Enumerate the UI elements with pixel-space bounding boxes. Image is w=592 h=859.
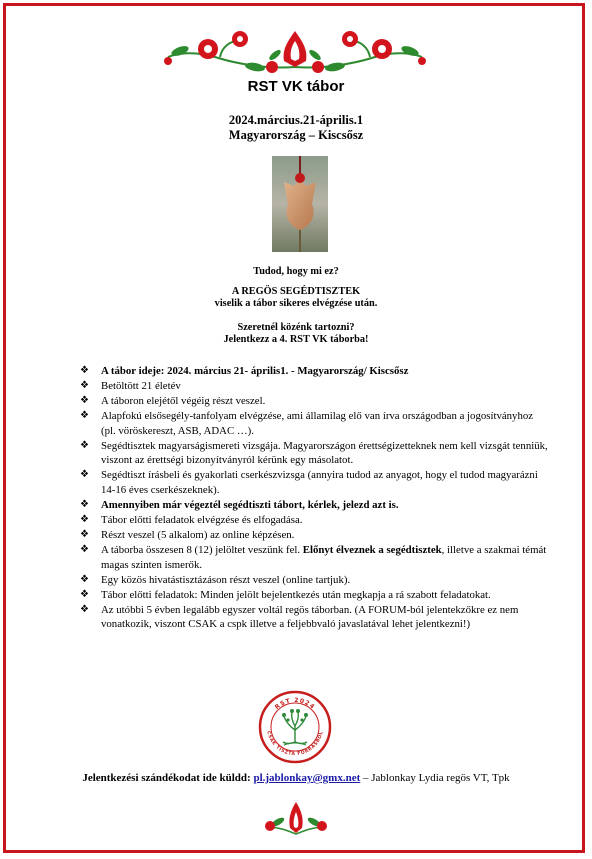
requirement-text: Segédtisztek magyarságismereti vizsgája. Magyarországon érettségizetteknek nem kell vizsgát tenniük, viszont az érettségi bizonyítványról kérünk egy másolatot. xyxy=(101,439,548,467)
diamond-bullet-icon: ❖ xyxy=(80,469,89,481)
invitation-call: Jelentkezz a 4. RST VK táborba! xyxy=(223,334,369,345)
rst-logo xyxy=(258,690,332,764)
diamond-bullet-icon: ❖ xyxy=(80,603,89,615)
requirement-text: Az utóbbi 5 évben legalább egyszer voltál regös táborban. (A FORUM-ból jelentekzőkre ez nem vonatkozik, viszont CSAK a cspk illetve a feljebbvaló javaslatával lehet jelentkezni!) xyxy=(101,603,519,631)
question-text: Tudod, hogy mi ez? xyxy=(253,266,339,277)
list-item xyxy=(80,603,550,633)
invitation-block xyxy=(0,322,592,346)
requirement-text: Tábor előtti feladatok elvégzése és elfogadása. xyxy=(101,514,303,527)
requirement-text: A táboron elejétől végéig részt veszel. xyxy=(101,394,266,407)
requirement-text: Részt veszel (5 alkalom) az online képzésen. xyxy=(101,528,295,541)
diamond-bullet-icon: ❖ xyxy=(80,365,89,376)
requirement-text: A táborba összesen 8 (12) jelöltet veszünk fel. xyxy=(101,543,303,556)
contact-person: – Jablonkay Lydia regös VT, Tpk xyxy=(360,772,510,784)
camp-location: Magyarország – Kiscsősz xyxy=(228,128,364,142)
diamond-bullet-icon: ❖ xyxy=(80,439,89,451)
badge-subtitle: viselik a tábor sikeres elvégzése után. xyxy=(214,298,378,309)
list-item xyxy=(80,573,550,588)
list-item xyxy=(80,394,550,409)
requirement-text: Alapfokú elsősegély-tanfolyam elvégzése, ami államilag elő van írva országodban a jogosítványhoz (pl. vöröskereszt, ASB, ADAC …). xyxy=(101,409,534,437)
requirement-text: Segédtiszt írásbeli és gyakorlati cserkészvizsga (annyira tudod az anyagot, hogy el tudod magyarázni 14-16 éves cserkészeknek). xyxy=(101,469,538,497)
requirement-text: Amennyiben már végeztél segédtiszti tábort, kérlek, jelezd azt is. xyxy=(101,499,399,512)
diamond-bullet-icon: ❖ xyxy=(80,514,89,526)
logo-top-text: RST 2024 xyxy=(273,696,317,712)
list-item xyxy=(80,409,550,439)
diamond-bullet-icon: ❖ xyxy=(80,499,89,511)
diamond-bullet-icon: ❖ xyxy=(80,409,89,421)
requirement-text: Tábor előtti feladatok: Minden jelölt bejelentkezés után megkapja a rá szabott feladatokat. xyxy=(101,588,491,601)
page-title: RST VK tábor xyxy=(247,78,345,95)
invitation-question: Szeretnél közénk tartozni? xyxy=(237,322,355,333)
requirement-text: Egy közös hivatástisztázáson részt veszel (online tartjuk). xyxy=(101,573,351,586)
folk-ornament-top xyxy=(160,27,430,79)
diamond-bullet-icon: ❖ xyxy=(80,543,89,555)
diamond-bullet-icon: ❖ xyxy=(80,379,89,391)
diamond-bullet-icon: ❖ xyxy=(80,588,89,600)
requirement-text-continued: , illetve a szakmai témát magas szinten ismerők. xyxy=(101,543,547,571)
list-item xyxy=(80,528,550,543)
folk-ornament-bottom xyxy=(258,800,334,838)
badge-title: A REGÖS SEGÉDTISZTEK xyxy=(231,286,361,297)
contact-email-link[interactable]: pl.jablonkay@gmx.net xyxy=(253,772,361,784)
requirement-text: Betöltött 21 életév xyxy=(101,379,181,392)
date-location-block xyxy=(0,113,592,143)
requirement-text: A tábor ideje: 2024. március 21- április1. - Magyarország/ Kiscsősz xyxy=(101,365,409,377)
list-item xyxy=(80,439,550,469)
badge-description xyxy=(0,286,592,310)
diamond-bullet-icon: ❖ xyxy=(80,394,89,406)
diamond-bullet-icon: ❖ xyxy=(80,573,89,585)
camp-dates: 2024.március.21-április.1 xyxy=(228,113,364,127)
list-item xyxy=(80,588,550,603)
list-item xyxy=(80,498,550,513)
contact-label: Jelentkezési szándékodat ide küldd: xyxy=(82,772,251,784)
list-item xyxy=(80,543,550,573)
list-item xyxy=(80,468,550,498)
list-item xyxy=(80,364,550,379)
diamond-bullet-icon: ❖ xyxy=(80,528,89,540)
contact-line xyxy=(0,772,592,784)
logo-bottom-text: CSAK TISZTA FORRÁSBÓL xyxy=(265,730,325,758)
list-item xyxy=(80,513,550,528)
requirements-list xyxy=(80,364,550,632)
requirement-highlight: Előnyt élveznek a segédtisztek xyxy=(302,543,442,556)
badge-photo xyxy=(272,156,328,252)
list-item xyxy=(80,379,550,394)
